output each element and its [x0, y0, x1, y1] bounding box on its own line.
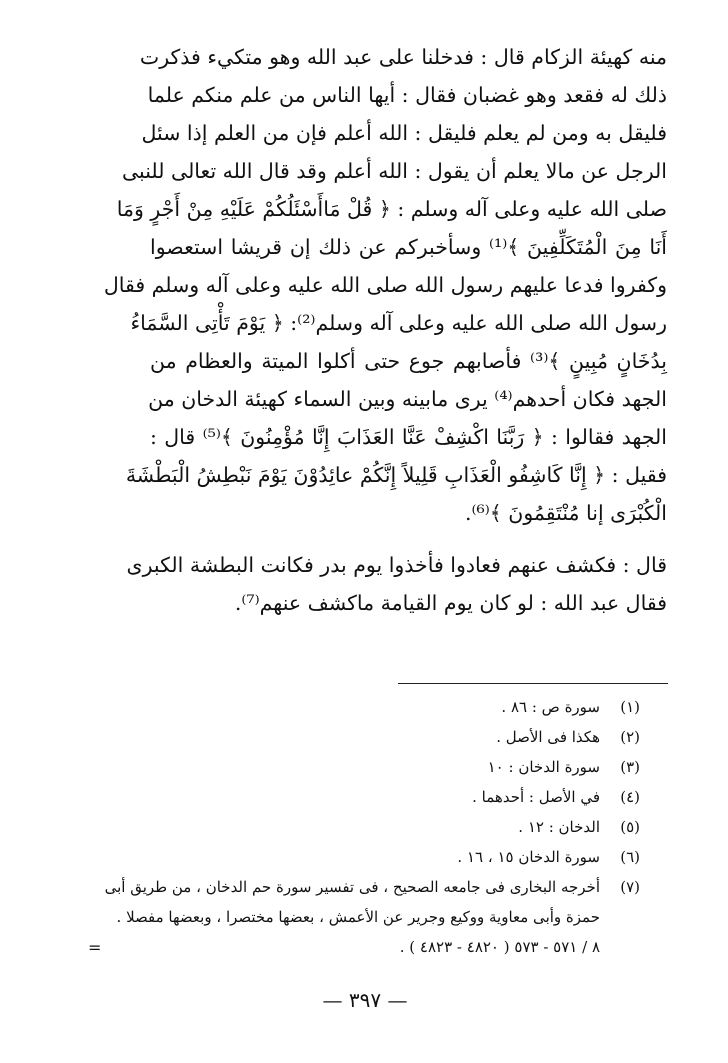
- text-line: رسول الله صلى الله عليه وعلى آله وسلم⁽²⁾: ﴿ يَوْمَ تَأْتِى السَّمَاءُ: [130, 311, 667, 335]
- footnote-number: (٢): [620, 728, 640, 746]
- footnote-item: [80, 782, 640, 812]
- footnote-text: [80, 752, 600, 782]
- text-line: الرجل عن مالا يعلم أن يقول : الله أعلم وقد قال الله تعالى للنبى: [121, 159, 667, 183]
- text-line: الجهد فكان أحدهم⁽⁴⁾ يرى مابينه وبين السماء كهيئة الدخان من: [148, 387, 667, 411]
- footnote-line: ٨ / ٥٧١ - ٥٧٣ ( ٤٨٢٠ - ٤٨٢٣ ) .: [399, 938, 600, 956]
- text-line: فقال عبد الله : لو كان يوم القيامة ماكشف عنهم⁽⁷⁾.: [234, 591, 667, 615]
- footnote-item: [80, 812, 640, 842]
- text-line: قال : فكشف عنهم فعادوا فأخذوا يوم بدر فكانت البطشة الكبرى: [126, 553, 667, 577]
- footnote-line: هكذا فى الأصل .: [496, 728, 600, 746]
- footnote-line: حمزة وأبى معاوية ووكيع وجرير عن الأعمش ، بعضها مختصرا ، وبعضها مفصلا .: [116, 908, 600, 926]
- footnote-line: أخرجه البخارى فى جامعه الصحيح ، فى تفسير سورة حم الدخان ، من طريق أبى: [104, 878, 600, 896]
- footnote-item: [80, 722, 640, 752]
- footnote-divider: [398, 683, 668, 684]
- continuation-mark: =: [88, 938, 102, 957]
- footnote-text: [80, 692, 600, 722]
- page-number: — ٣٩٧ —: [322, 988, 408, 1012]
- text-line: أَنَا مِنَ الْمُتَكَلِّفِينَ ﴾⁽¹⁾ وسأخبركم عن ذلك إن قريشا استعصوا: [150, 235, 667, 259]
- text-line: وكفروا فدعا عليهم رسول الله صلى الله عليه وعلى آله وسلم فقال: [103, 273, 667, 297]
- footnote-text: [80, 722, 600, 752]
- footnote-line: الدخان : ١٢ .: [518, 818, 600, 836]
- footnote-number: (٤): [620, 788, 640, 806]
- text-line: ذلك له فقعد وهو غضبان فقال : أيها الناس من علم منكم علما: [147, 83, 667, 107]
- footnote-item: [80, 692, 640, 722]
- footnote-text: [80, 812, 600, 842]
- footnote-text: [80, 782, 600, 812]
- footnote-item: [80, 842, 640, 872]
- footnote-line: سورة ص : ٨٦ .: [501, 698, 600, 716]
- footnote-number: (٥): [620, 818, 640, 836]
- footnote-number: (٦): [620, 848, 640, 866]
- footnote-text: [80, 872, 600, 962]
- footnote-line: في الأصل : أحدهما .: [472, 788, 600, 806]
- footnote-number: (٧): [620, 878, 640, 896]
- text-line: بِدُخَانٍ مُبِينٍ ﴾⁽³⁾ فأصابهم جوع حتى أكلوا الميتة والعظام من: [150, 349, 668, 373]
- text-line: الْكُبْرَى إنا مُنْتَقِمُونَ ﴾⁽⁶⁾.: [464, 501, 667, 525]
- text-line: فليقل به ومن لم يعلم فليقل : الله أعلم فإن من العلم إذا سئل: [141, 121, 667, 145]
- footnote-item: [80, 752, 640, 782]
- text-line: فقيل : ﴿ إِنَّا كَاشِفُو الْعَذَابِ قَلِيلاً إِنَّكُمْ عائِدُوْنَ يَوْمَ نَبْطِشُ الْبَطْشَةَ: [125, 463, 667, 487]
- text-line: منه كهيئة الزكام قال : فدخلنا على عبد الله وهو متكيء فذكرت: [139, 45, 667, 69]
- footnote-line: سورة الدخان ١٥ ، ١٦ .: [457, 848, 600, 866]
- footnote-text: [80, 842, 600, 872]
- footnote-item: [80, 872, 640, 962]
- paragraph-gap: [150, 532, 667, 546]
- text-line: الجهد فقالوا : ﴿ رَبَّنَا اكْشِفْ عَنَّا العَذَابَ إِنَّا مُؤْمِنُونَ ﴾⁽⁵⁾ قال :: [150, 425, 667, 449]
- footnote-line: سورة الدخان : ١٠: [487, 758, 600, 776]
- footnote-number: (١): [620, 698, 640, 716]
- main-text: [103, 38, 668, 622]
- footnote-number: (٣): [620, 758, 640, 776]
- footnotes: [80, 692, 640, 962]
- text-line: صلى الله عليه وعلى آله وسلم : ﴿ قُلْ مَاأَسْئَلُكُمْ عَلَيْهِ مِنْ أَجْرٍ وَمَا: [116, 197, 667, 221]
